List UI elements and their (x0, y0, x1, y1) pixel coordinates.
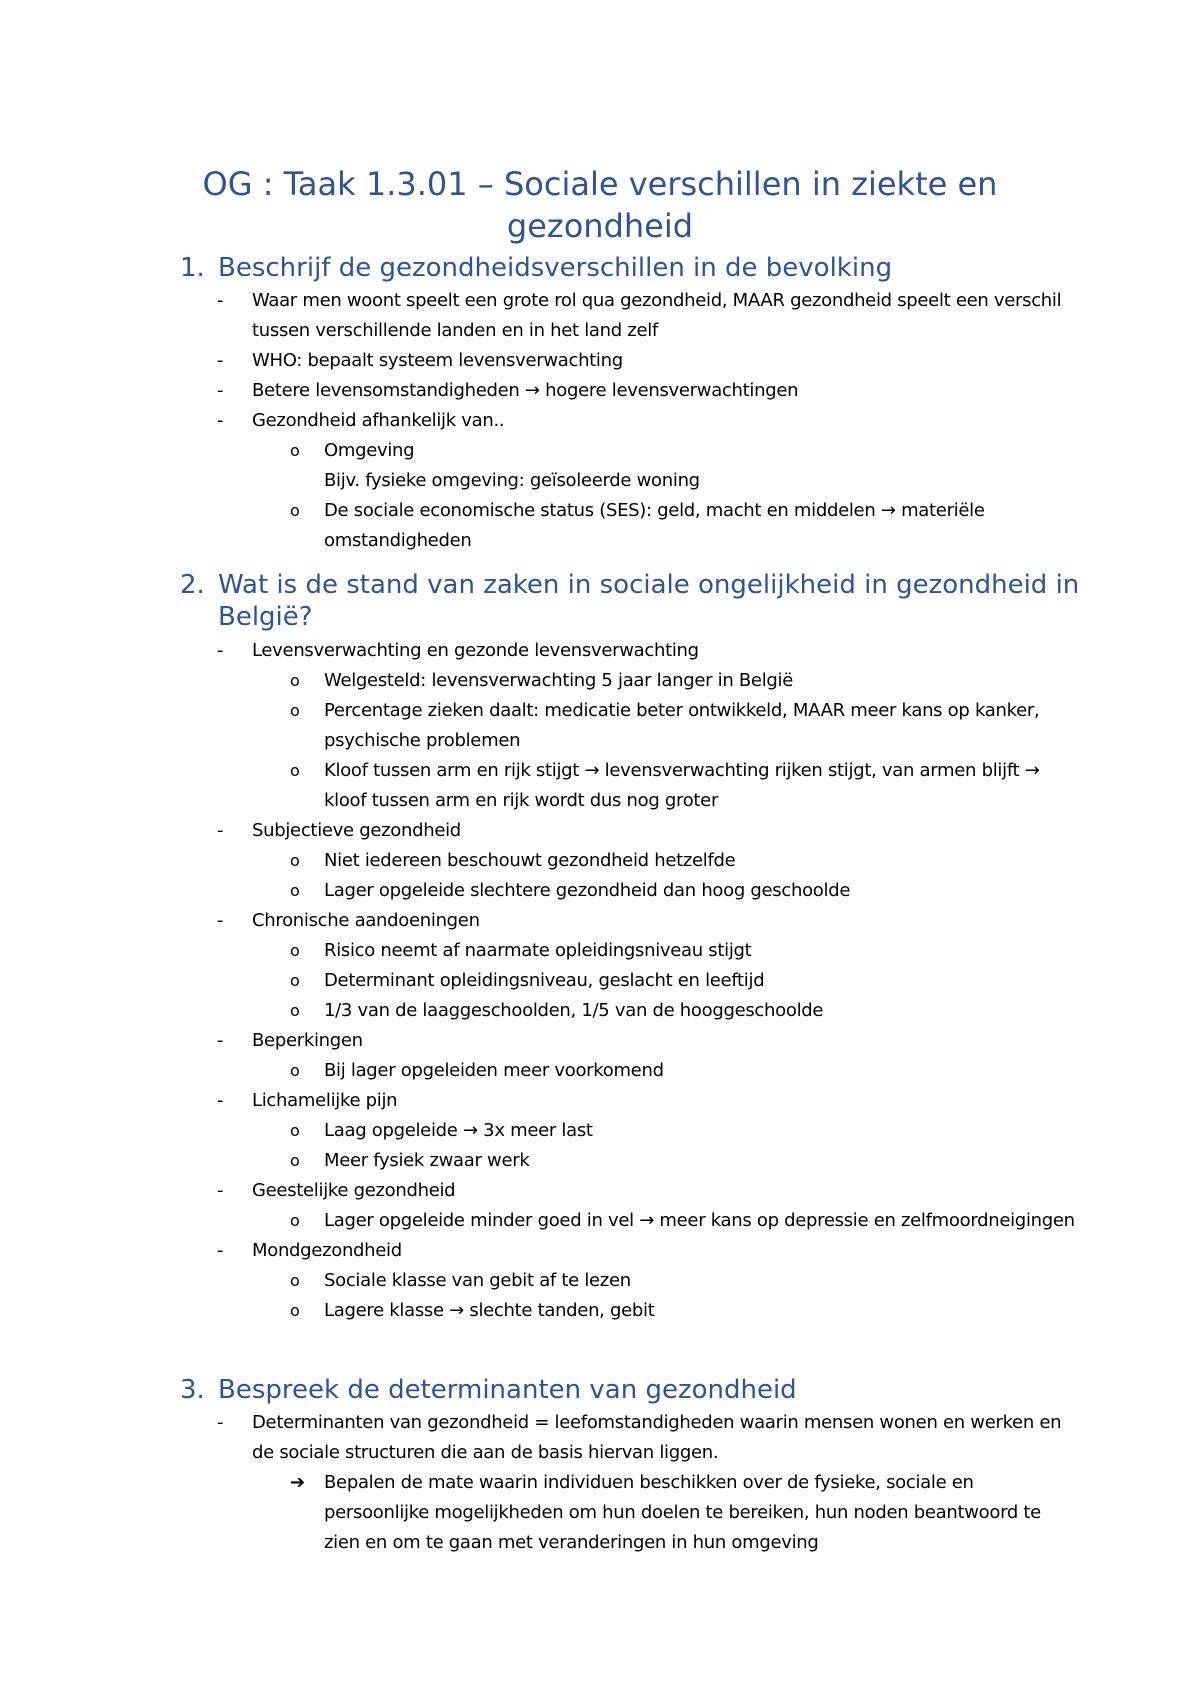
section-number: 2. (180, 570, 205, 600)
list-item: - Subjectieve gezondheid (0, 816, 1080, 846)
list-item: - WHO: bepaalt systeem levensverwachting (0, 346, 1080, 376)
list-item: - Chronische aandoeningen (0, 906, 1080, 936)
section-heading-1 (180, 252, 1080, 284)
circle-bullet: o (290, 671, 300, 690)
section-number: 3. (180, 1375, 205, 1405)
dash-bullet: - (217, 910, 224, 931)
sub-list-item: o Meer fysiek zwaar werk (0, 1146, 1078, 1176)
sub-list-item: o Lager opgeleide minder goed in vel → meer kans op depressie en zelfmoordneigingen (0, 1206, 1078, 1236)
section-heading-text: Bespreek de determinanten van gezondheid (218, 1375, 797, 1405)
circle-bullet: o (290, 761, 300, 780)
section-3-list (0, 1408, 1200, 1558)
circle-bullet: o (290, 851, 300, 870)
sub-list-item: o Risico neemt af naarmate opleidingsniveau stijgt (0, 936, 1078, 966)
list-item: - Beperkingen (0, 1026, 1080, 1056)
dash-bullet: - (217, 1030, 224, 1051)
section-number: 1. (180, 253, 205, 283)
sub-list-item: o Niet iedereen beschouwt gezondheid hetzelfde (0, 846, 1078, 876)
dash-bullet: - (217, 640, 224, 661)
sub-list-item: o 1/3 van de laaggeschoolden, 1/5 van de hooggeschoolde (0, 996, 1078, 1026)
circle-bullet: o (290, 1211, 300, 1230)
sub-list-item: o Omgeving (0, 436, 1078, 466)
sub-list-item: o Welgesteld: levensverwachting 5 jaar langer in België (0, 666, 1078, 696)
sub-list-item: o Lager opgeleide slechtere gezondheid dan hoog geschoolde (0, 876, 1078, 906)
circle-bullet: o (290, 441, 300, 460)
list-item: - Determinanten van gezondheid = leefomstandigheden waarin mensen wonen en werken en de sociale structuren die aan de basis hiervan liggen. (0, 1408, 1080, 1468)
section-1-list (0, 286, 1200, 556)
list-item: - Mondgezondheid (0, 1236, 1080, 1266)
dash-bullet: - (217, 1090, 224, 1111)
sub-list-item: o Sociale klasse van gebit af te lezen (0, 1266, 1078, 1296)
section-2-list (0, 636, 1200, 1326)
dash-bullet: - (217, 1180, 224, 1201)
section-heading-2 (180, 569, 1080, 633)
circle-bullet: o (290, 1151, 300, 1170)
sub-list-item: o De sociale economische status (SES): geld, macht en middelen → materiële omstandigheden (0, 496, 1078, 556)
list-item: - Geestelijke gezondheid (0, 1176, 1080, 1206)
dash-bullet: - (217, 820, 224, 841)
sub-list-item: o Laag opgeleide → 3x meer last (0, 1116, 1078, 1146)
circle-bullet: o (290, 501, 300, 520)
sub-list-item: o Percentage zieken daalt: medicatie beter ontwikkeld, MAAR meer kans op kanker, psychische problemen (0, 696, 1078, 756)
list-item: - Levensverwachting en gezonde levensverwachting (0, 636, 1080, 666)
page-title: OG : Taak 1.3.01 – Sociale verschillen in ziekte en gezondheid (202, 165, 998, 245)
list-item: - Gezondheid afhankelijk van.. (0, 406, 1080, 436)
circle-bullet: o (290, 701, 300, 720)
sub-list-item: o Determinant opleidingsniveau, geslacht en leeftijd (0, 966, 1078, 996)
list-item: - Betere levensomstandigheden → hogere levensverwachtingen (0, 376, 1080, 406)
dash-bullet: - (217, 1412, 224, 1433)
sub-list-item: o Kloof tussen arm en rijk stijgt → levensverwachting rijken stijgt, van armen blijft → kloof tussen arm en rijk wordt dus nog groter (0, 756, 1078, 816)
dash-bullet: - (217, 290, 224, 311)
circle-bullet: o (290, 971, 300, 990)
dash-bullet: - (217, 380, 224, 401)
dash-bullet: - (217, 350, 224, 371)
dash-bullet: - (217, 1240, 224, 1261)
section-heading-text: Wat is de stand van zaken in sociale ongelijkheid in gezondheid in België? (218, 570, 1080, 632)
list-item: - Lichamelijke pijn (0, 1086, 1080, 1116)
circle-bullet: o (290, 881, 300, 900)
list-item: - Waar men woont speelt een grote rol qua gezondheid, MAAR gezondheid speelt een verschil tussen verschillende landen en in het land zelf (0, 286, 1080, 346)
arrow-icon: ➔ (290, 1472, 305, 1493)
arrow-list-item: ➔ Bepalen de mate waarin individuen beschikken over de fysieke, sociale en persoonlijke mogelijkheden om hun doelen te bereiken, hun noden beantwoord te zien en om te gaan met veranderingen in hun omgeving (0, 1468, 1078, 1558)
circle-bullet: o (290, 1061, 300, 1080)
circle-bullet: o (290, 1271, 300, 1290)
circle-bullet: o (290, 1121, 300, 1140)
circle-bullet: o (290, 1001, 300, 1020)
section-heading-3 (180, 1374, 1080, 1406)
section-heading-text: Beschrijf de gezondheidsverschillen in de bevolking (218, 253, 893, 283)
sub-list-item: o Lagere klasse → slechte tanden, gebit (0, 1296, 1078, 1326)
circle-bullet: o (290, 941, 300, 960)
sub-list-continuation: Bijv. fysieke omgeving: geïsoleerde woning (324, 470, 700, 491)
circle-bullet: o (290, 1301, 300, 1320)
sub-list-item: o Bij lager opgeleiden meer voorkomend (0, 1056, 1078, 1086)
dash-bullet: - (217, 410, 224, 431)
